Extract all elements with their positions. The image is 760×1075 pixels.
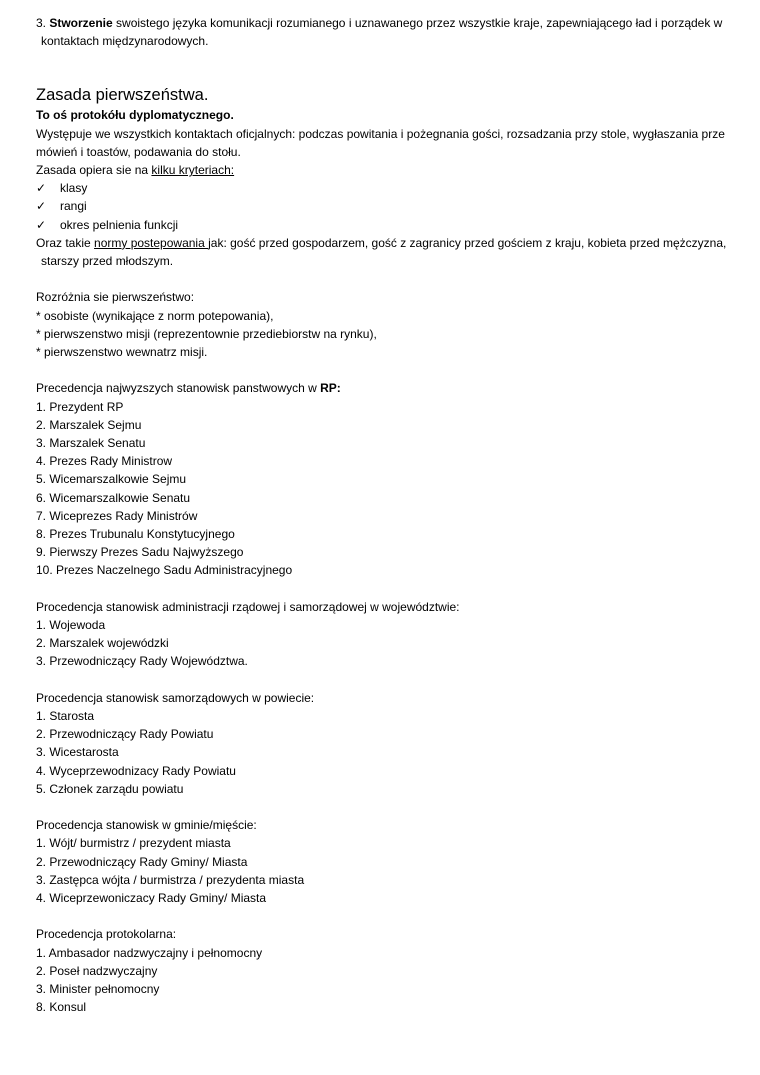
norms-line — [36, 234, 748, 252]
list-item: 7. Wiceprezes Rady Ministrów — [36, 508, 198, 523]
list-item: 4. Wiceprzewoniczacy Rady Gminy/ Miasta — [36, 891, 267, 906]
list-item: 1. Prezydent RP — [36, 399, 124, 414]
list-item: 1. Ambasador nadzwyczajny i pełnomocny — [36, 945, 263, 960]
criteria-item — [36, 179, 748, 197]
municipality-heading: Procedencja stanowisk w gminie/mięście: — [36, 818, 257, 833]
norms-underlined: normy postepowania — [94, 235, 209, 250]
list-item: * osobiste (wynikające z norm potepowania), — [36, 308, 274, 323]
intro-bold-term: Stworzenie — [49, 16, 113, 30]
criteria-underlined: kilku kryteriach: — [151, 163, 235, 178]
list-item: 10. Prezes Naczelnego Sadu Administracyjnego — [36, 563, 293, 578]
list-item: 8. Prezes Trubunalu Konstytucyjnego — [36, 527, 235, 542]
intro-continuation: kontaktach międzynarodowych. — [41, 34, 209, 49]
norms-text: Oraz takie — [36, 235, 95, 250]
county-heading: Procedencja stanowisk samorządowych w powiecie: — [36, 690, 315, 705]
list-item: 5. Wicemarszalkowie Sejmu — [36, 472, 187, 487]
list-item: 2. Przewodniczący Rady Gminy/ Miasta — [36, 854, 248, 869]
criteria-item-label: okres pelnienia funkcji — [60, 217, 179, 232]
intro-line — [36, 14, 748, 32]
list-item: 4. Wyceprzewodnizacy Rady Powiatu — [36, 763, 236, 778]
criteria-intro — [36, 161, 748, 179]
protocol-heading: Procedencja protokolarna: — [36, 927, 177, 942]
list-item: 2. Przewodniczący Rady Powiatu — [36, 727, 214, 742]
norms-continuation: starszy przed młodszym. — [41, 254, 174, 269]
checkmark-icon: ✓ — [36, 181, 47, 196]
state-heading — [36, 379, 748, 397]
list-item: 2. Poseł nadzwyczajny — [36, 963, 158, 978]
document-page — [36, 14, 748, 1016]
intro-number: 3. — [36, 16, 50, 30]
norms-rest: jak: gość przed gospodarzem, gość z zagranicy przed gościem z kraju, kobieta przed mężczyzna, — [208, 235, 727, 250]
list-item: 4. Prezes Rady Ministrow — [36, 454, 173, 469]
criteria-text: Zasada opiera sie na — [36, 163, 152, 178]
list-item: 8. Konsul — [36, 1000, 87, 1015]
distinction-heading: Rozróżnia sie pierwszeństwo: — [36, 290, 195, 305]
list-item: 6. Wicemarszalkowie Senatu — [36, 490, 191, 505]
voivodeship-heading: Procedencja stanowisk administracji rządowej i samorządowej w województwie: — [36, 599, 460, 614]
list-item: 2. Marszalek wojewódzki — [36, 636, 169, 651]
criteria-item-label: rangi — [60, 199, 87, 214]
state-heading-text: Precedencja najwyzszych stanowisk panstwowych w — [36, 381, 321, 396]
checkmark-icon: ✓ — [36, 217, 47, 232]
list-item: * pierwszenstwo misji (reprezentownie przediebiorstw na rynku), — [36, 326, 377, 341]
list-item: 5. Członek zarządu powiatu — [36, 781, 184, 796]
list-item: 9. Pierwszy Prezes Sadu Najwyższego — [36, 545, 244, 560]
list-item: 3. Zastępca wójta / burmistrza / prezydenta miasta — [36, 872, 305, 887]
list-item: 3. Marszalek Senatu — [36, 436, 146, 451]
paragraph-line-2: mówień i toastów, podawania do stołu. — [36, 144, 241, 159]
criteria-item-label: klasy — [60, 181, 88, 196]
criteria-item — [36, 197, 748, 215]
list-item: 3. Przewodniczący Rady Województwa. — [36, 654, 248, 669]
section-title: Zasada pierwszeństwa. — [36, 86, 209, 105]
list-item: 1. Starosta — [36, 709, 95, 724]
paragraph-line-1: Występuje we wszystkich kontaktach oficjalnych: podczas powitania i pożegnania gości, rozsadzania przy stole, wygłaszania prze — [36, 126, 725, 141]
list-item: 1. Wojewoda — [36, 618, 106, 633]
list-item: 2. Marszalek Sejmu — [36, 417, 142, 432]
list-item: * pierwszenstwo wewnatrz misji. — [36, 345, 208, 360]
list-item: 3. Wicestarosta — [36, 745, 119, 760]
section-subtitle: To oś protokółu dyplomatycznego. — [36, 108, 234, 123]
list-item: 3. Minister pełnomocny — [36, 982, 160, 997]
criteria-item — [36, 216, 748, 234]
list-item: 1. Wójt/ burmistrz / prezydent miasta — [36, 836, 231, 851]
checkmark-icon: ✓ — [36, 199, 47, 214]
state-heading-bold: RP: — [320, 381, 341, 396]
intro-text: swoistego języka komunikacji rozumianego i uznawanego przez wszystkie kraje, zapewniającego ład i porządek w — [112, 16, 723, 30]
